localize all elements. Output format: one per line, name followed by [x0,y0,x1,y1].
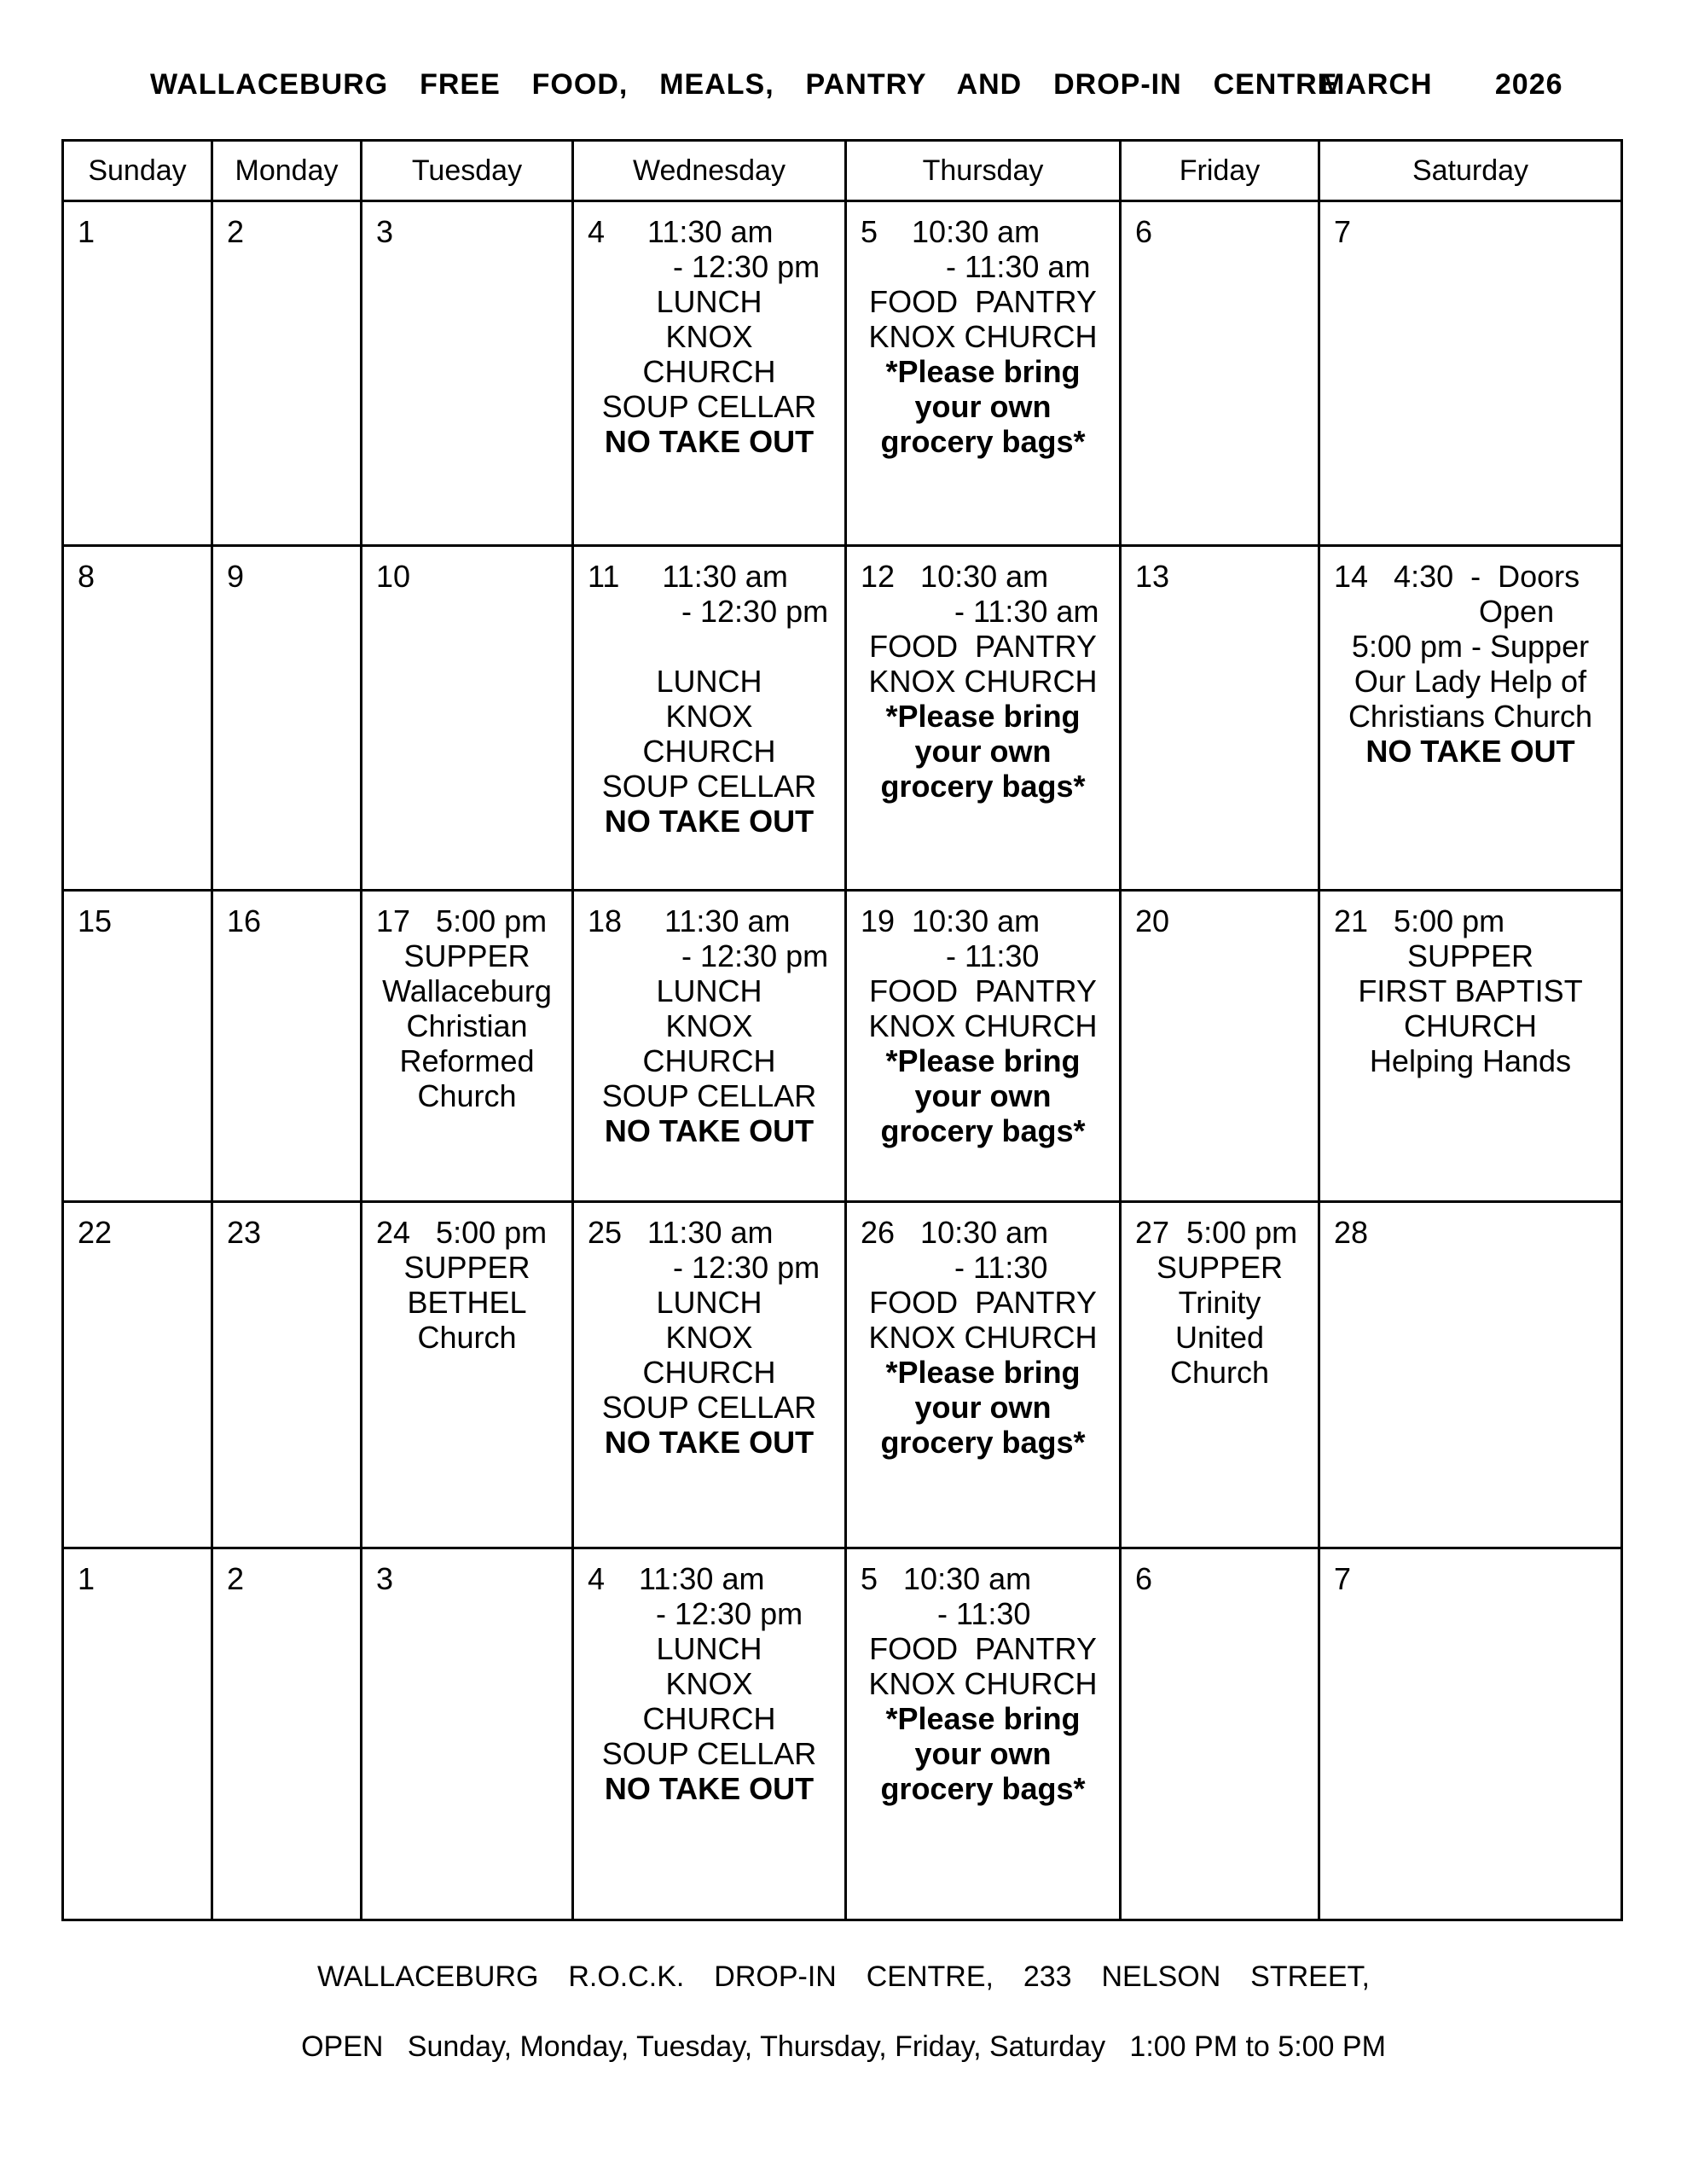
day-number: 3 [376,1561,394,1596]
day-number: 5 10:30 am [861,214,1041,249]
event-line: LUNCH [656,284,762,319]
event-line: LUNCH [656,1285,762,1320]
day-cell [1319,546,1622,891]
day-number: 10 [376,559,411,594]
day-cell [573,891,846,1202]
event-line: grocery bags* [880,1113,1086,1148]
day-cell [63,546,212,891]
page-header [0,68,1687,111]
event-line: NO TAKE OUT [604,424,815,459]
event-line: - 12:30 pm [588,1250,820,1285]
day-number: 14 4:30 - Doors [1334,559,1580,594]
day-cell [1121,1202,1319,1548]
month-label: MARCH 2026 [1320,68,1563,101]
event-line: CHURCH [642,1355,776,1390]
day-number: 19 10:30 am [861,903,1041,938]
day-number: 24 5:00 pm [376,1215,548,1250]
event-line: SUPPER [403,938,530,973]
event-line: Church [1169,1355,1270,1390]
calendar-table [61,139,1623,1921]
event-line: - 11:30 [861,938,1040,973]
week-row [63,1202,1622,1548]
day-number: 7 [1334,1561,1352,1596]
event-line: NO TAKE OUT [604,1425,815,1460]
event-line: *Please bring [885,699,1081,734]
event-line: SOUP CELLAR [601,1736,817,1771]
event-line: - 12:30 pm [588,938,829,973]
event-line: FOOD PANTRY [869,1631,1097,1666]
weekday-friday: Friday [1121,141,1319,201]
day-cell [846,201,1121,546]
event-line: - 12:30 pm [588,1596,803,1631]
day-number: 27 5:00 pm [1135,1215,1298,1250]
event-line: grocery bags* [880,1771,1086,1806]
event-line: NO TAKE OUT [604,1771,815,1806]
day-cell [212,201,362,546]
event-line: KNOX [665,1320,753,1355]
calendar-body [63,201,1622,1920]
weekday-thursday: Thursday [846,141,1121,201]
day-number: 21 5:00 pm [1334,903,1505,938]
weekday-saturday: Saturday [1319,141,1622,201]
event-line: FOOD PANTRY [869,284,1097,319]
week-row [63,891,1622,1202]
day-cell [1121,1548,1319,1920]
weekday-header-row [63,141,1622,201]
day-cell [212,1548,362,1920]
day-cell [1319,1548,1622,1920]
event-line: NO TAKE OUT [1365,734,1575,769]
day-cell [362,1548,573,1920]
event-line: your own [914,1736,1052,1771]
day-number: 11 11:30 am [588,559,788,594]
event-line: SOUP CELLAR [601,769,817,804]
event-line: - 12:30 pm [588,249,820,284]
event-line: Church [417,1320,517,1355]
day-number: 16 [227,903,262,938]
day-cell [573,546,846,891]
event-line: United [1174,1320,1265,1355]
event-line: Open [1334,594,1555,629]
event-line: grocery bags* [880,769,1086,804]
day-cell [573,1202,846,1548]
event-line: Our Lady Help of [1354,664,1587,699]
event-line: CHURCH [642,354,776,389]
event-line: KNOX [665,1008,753,1043]
day-cell [1319,201,1622,546]
week-row [63,1548,1622,1920]
day-number: 17 5:00 pm [376,903,548,938]
day-number: 1 [78,214,96,249]
day-number: 3 [376,214,394,249]
event-line: SOUP CELLAR [601,1078,817,1113]
day-number: 22 [78,1215,113,1250]
event-line: CHURCH [642,734,776,769]
event-line: *Please bring [885,1701,1081,1736]
event-line [588,629,831,664]
day-number: 28 [1334,1215,1369,1250]
event-line: FIRST BAPTIST [1358,973,1583,1008]
day-number: 6 [1135,214,1153,249]
day-cell [846,1548,1121,1920]
event-line: CHURCH [1404,1008,1537,1043]
day-number: 1 [78,1561,96,1596]
event-line: your own [914,389,1052,424]
day-number: 7 [1334,214,1352,249]
event-line: SUPPER [1406,938,1534,973]
day-cell [63,201,212,546]
event-line: SUPPER [1156,1250,1284,1285]
event-line: KNOX CHURCH [868,1666,1098,1701]
event-line: 5:00 pm - Supper [1351,629,1590,664]
event-line: SOUP CELLAR [601,1390,817,1425]
week-row [63,546,1622,891]
day-cell [1319,1202,1622,1548]
event-line: Reformed [399,1043,535,1078]
day-cell [1121,546,1319,891]
day-number: 12 10:30 am [861,559,1049,594]
event-line: - 12:30 pm [588,594,829,629]
day-number: 4 11:30 am [588,1561,765,1596]
day-cell [362,546,573,891]
day-cell [1121,201,1319,546]
event-line: grocery bags* [880,1425,1086,1460]
weekday-monday: Monday [212,141,362,201]
day-cell [846,891,1121,1202]
event-line: *Please bring [885,1043,1081,1078]
event-line: - 11:30 am [861,249,1091,284]
event-line: your own [914,734,1052,769]
event-line: NO TAKE OUT [604,1113,815,1148]
event-line: KNOX CHURCH [868,1320,1098,1355]
day-cell [63,1202,212,1548]
event-line: - 11:30 [861,1596,1031,1631]
day-number: 9 [227,559,245,594]
week-row [63,201,1622,546]
day-number: 6 [1135,1561,1153,1596]
day-cell [362,891,573,1202]
day-cell [63,891,212,1202]
event-line: *Please bring [885,354,1081,389]
day-number: 20 [1135,903,1170,938]
event-line: Helping Hands [1369,1043,1572,1078]
event-line: KNOX CHURCH [868,664,1098,699]
day-cell [1319,891,1622,1202]
day-number: 18 11:30 am [588,903,791,938]
event-line: Wallaceburg [382,973,552,1008]
day-number: 2 [227,1561,245,1596]
day-cell [212,1202,362,1548]
event-line: your own [914,1390,1052,1425]
event-line: BETHEL [407,1285,527,1320]
weekday-sunday: Sunday [63,141,212,201]
day-number: 25 11:30 am [588,1215,774,1250]
event-line: *Please bring [885,1355,1081,1390]
event-line: your own [914,1078,1052,1113]
event-line: CHURCH [642,1043,776,1078]
day-cell [362,201,573,546]
event-line: LUNCH [656,1631,762,1666]
event-line: Church [417,1078,517,1113]
event-line: KNOX CHURCH [868,1008,1098,1043]
footer-hours: OPEN Sunday, Monday, Tuesday, Thursday, Friday, Saturday 1:00 PM to 5:00 PM [301,2030,1386,2063]
event-line: grocery bags* [880,424,1086,459]
event-line: Trinity [1178,1285,1261,1320]
event-line: KNOX [665,1666,753,1701]
event-line: - 11:30 am [861,594,1099,629]
event-line: SUPPER [403,1250,530,1285]
day-number: 5 10:30 am [861,1561,1032,1596]
event-line: Christian [406,1008,528,1043]
event-line: Christians Church [1348,699,1593,734]
event-line: FOOD PANTRY [869,629,1097,664]
day-number: 4 11:30 am [588,214,774,249]
event-line: CHURCH [642,1701,776,1736]
weekday-tuesday: Tuesday [362,141,573,201]
day-number: 2 [227,214,245,249]
event-line: KNOX [665,319,753,354]
day-cell [846,546,1121,891]
event-line: LUNCH [656,664,762,699]
day-cell [212,891,362,1202]
event-line: FOOD PANTRY [869,1285,1097,1320]
day-cell [573,1548,846,1920]
event-line: NO TAKE OUT [604,804,815,839]
weekday-wednesday: Wednesday [573,141,846,201]
event-line: SOUP CELLAR [601,389,817,424]
event-line: FOOD PANTRY [869,973,1097,1008]
day-number: 15 [78,903,113,938]
day-number: 23 [227,1215,262,1250]
event-line: - 11:30 [861,1250,1048,1285]
document-title: WALLACEBURG FREE FOOD, MEALS, PANTRY AND DROP-IN CENTRE [150,68,1338,101]
event-line: KNOX [665,699,753,734]
day-number: 13 [1135,559,1170,594]
footer-address: WALLACEBURG R.O.C.K. DROP-IN CENTRE, 233 NELSON STREET, [317,1960,1370,1993]
event-line: LUNCH [656,973,762,1008]
day-cell [212,546,362,891]
day-cell [362,1202,573,1548]
day-cell [573,201,846,546]
day-cell [846,1202,1121,1548]
day-cell [1121,891,1319,1202]
day-cell [63,1548,212,1920]
event-line: KNOX CHURCH [868,319,1098,354]
day-number: 8 [78,559,96,594]
day-number: 26 10:30 am [861,1215,1049,1250]
